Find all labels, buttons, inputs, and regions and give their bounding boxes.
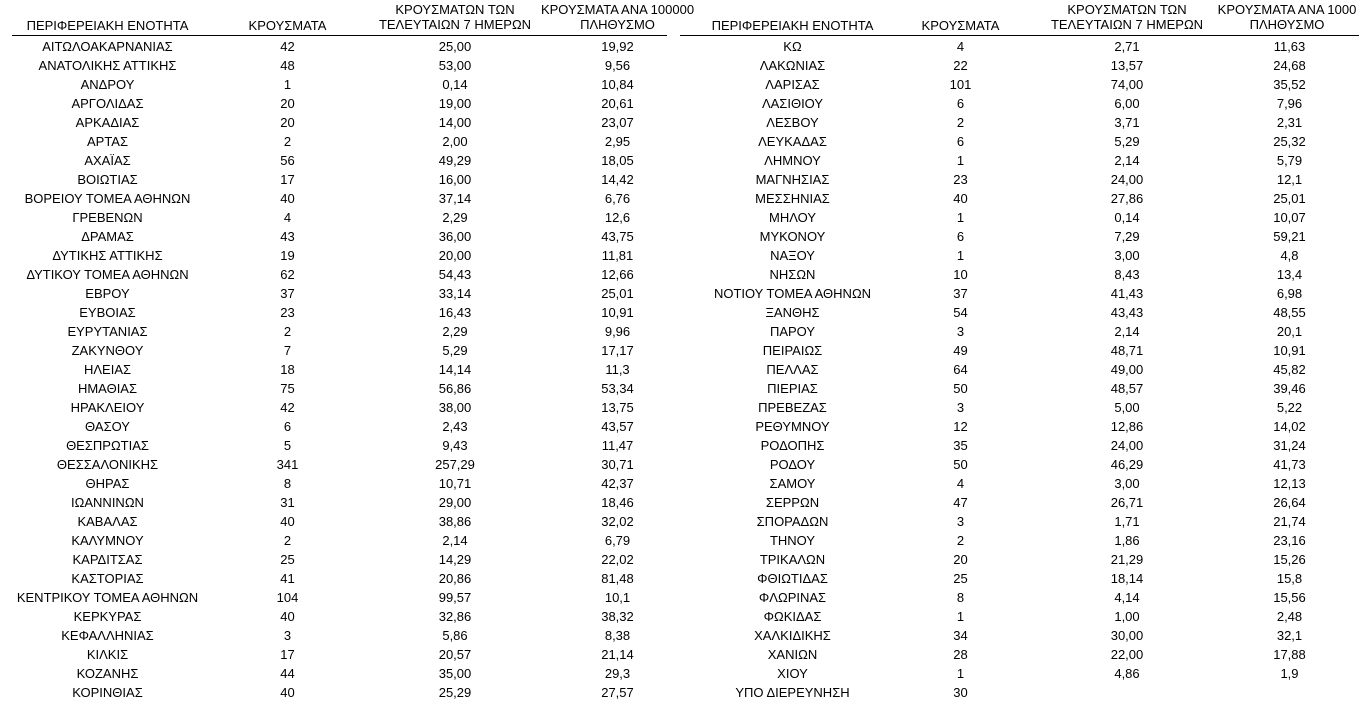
region-cell: ΘΕΣΠΡΩΤΙΑΣ	[66, 438, 149, 453]
cases-7-days-cell: 2,14	[442, 533, 468, 548]
per-100k-cell: 6,79	[604, 533, 631, 548]
per-100k-cell: 42,37	[601, 476, 634, 491]
cases-7-days-cell: 49,00	[1110, 362, 1144, 377]
cases-cell: 3	[956, 400, 965, 415]
cases-7-days-cell: 46,29	[1110, 457, 1144, 472]
region-cell: ΚΑΡΔΙΤΣΑΣ	[72, 552, 143, 567]
header-cases-per-100k-right-line1: ΚΡΟΥΣΜΑΤΑ ΑΝΑ 1000	[1217, 2, 1357, 17]
per-100k-cell: 23,07	[601, 115, 634, 130]
region-cell: ΕΒΡΟΥ	[85, 286, 130, 301]
cases-7-days-cell: 24,00	[1110, 172, 1144, 187]
cases-cell: 17	[280, 647, 295, 662]
cases-7-days-cell: 10,71	[438, 476, 472, 491]
per-100k-cell: 11,81	[601, 248, 634, 263]
per-100k-cell: 13,75	[601, 400, 634, 415]
cases-cell: 1	[956, 248, 965, 263]
cases-7-days-cell: 20,86	[438, 571, 472, 586]
cases-cell: 42	[280, 39, 295, 54]
region-cell: ΔΡΑΜΑΣ	[81, 229, 134, 244]
region-cell: ΚΟΖΑΝΗΣ	[76, 666, 139, 681]
per-100k-cell: 48,55	[1273, 305, 1306, 320]
cases-7-days-cell: 29,00	[438, 495, 472, 510]
cases-7-days-cell: 48,57	[1110, 381, 1144, 396]
per-100k-cell: 23,16	[1273, 533, 1306, 548]
cases-7-days-cell: 74,00	[1110, 77, 1144, 92]
cases-7-days-cell: 2,29	[442, 324, 468, 339]
cases-7-days-cell: 2,43	[442, 419, 468, 434]
cases-7-days-cell: 3,71	[1114, 115, 1140, 130]
per-100k-cell: 22,02	[601, 552, 634, 567]
header-cases-7-days-right-line1: ΚΡΟΥΣΜΑΤΩΝ ΤΩΝ	[1067, 2, 1187, 17]
header-cases: ΚΡΟΥΣΜΑΤΑ	[248, 18, 327, 33]
per-100k-cell: 17,88	[1273, 647, 1306, 662]
per-100k-cell: 24,68	[1273, 58, 1306, 73]
cases-7-days-cell: 36,00	[438, 229, 472, 244]
per-100k-cell: 1,9	[1280, 666, 1299, 681]
region-cell: ΖΑΚΥΝΘΟΥ	[71, 343, 144, 358]
cases-7-days-cell: 41,43	[1110, 286, 1144, 301]
per-100k-cell: 14,42	[601, 172, 634, 187]
cases-cell: 5	[283, 438, 292, 453]
cases-7-days-cell: 3,00	[1114, 248, 1140, 263]
cases-7-days-cell: 38,00	[438, 400, 472, 415]
cases-cell: 20	[280, 115, 295, 130]
per-100k-cell: 45,82	[1273, 362, 1306, 377]
per-100k-cell: 59,21	[1273, 229, 1306, 244]
cases-7-days-cell: 30,00	[1110, 628, 1144, 643]
cases-cell: 48	[280, 58, 295, 73]
region-cell: ΑΝΔΡΟΥ	[80, 77, 135, 92]
cases-7-days-cell: 37,14	[438, 191, 472, 206]
per-100k-cell: 2,48	[1276, 609, 1303, 624]
region-cell: ΚΑΣΤΟΡΙΑΣ	[71, 571, 144, 586]
cases-7-days-cell: 18,14	[1110, 571, 1144, 586]
cases-7-days-cell: 2,14	[1114, 153, 1140, 168]
cases-7-days-cell: 257,29	[435, 457, 475, 472]
region-cell: ΧΑΛΚΙΔΙΚΗΣ	[754, 628, 831, 643]
cases-7-days-cell: 4,14	[1114, 590, 1140, 605]
cases-cell: 34	[953, 628, 968, 643]
region-cell: ΛΕΥΚΑΔΑΣ	[758, 134, 827, 149]
cases-7-days-cell: 25,29	[438, 685, 472, 700]
header-cases-7-days-line2: ΤΕΛΕΥΤΑΙΩΝ 7 ΗΜΕΡΩΝ	[378, 17, 532, 32]
region-cell: ΛΑΚΩΝΙΑΣ	[759, 58, 826, 73]
header-cases-7-days-right-line2: ΤΕΛΕΥΤΑΙΩΝ 7 ΗΜΕΡΩΝ	[1050, 17, 1204, 32]
region-cell: ΣΑΜΟΥ	[769, 476, 816, 491]
cases-7-days-cell: 48,71	[1110, 343, 1144, 358]
cases-cell: 8	[956, 590, 965, 605]
region-cell: ΚΙΛΚΙΣ	[86, 647, 129, 662]
region-cell: ΑΙΤΩΛΟΑΚΑΡΝΑΝΙΑΣ	[42, 39, 173, 54]
cases-cell: 4	[956, 39, 965, 54]
region-cell: ΥΠΟ ΔΙΕΡΕΥΝΗΣΗ	[735, 685, 850, 700]
region-cell: ΑΡΚΑΔΙΑΣ	[75, 115, 140, 130]
per-100k-cell: 43,75	[601, 229, 634, 244]
per-100k-cell: 6,98	[1276, 286, 1303, 301]
cases-cell: 6	[956, 229, 965, 244]
per-100k-cell: 25,01	[601, 286, 634, 301]
per-100k-cell: 10,1	[604, 590, 631, 605]
per-100k-cell: 5,79	[1276, 153, 1303, 168]
right-table-header	[680, 0, 1359, 36]
cases-cell: 40	[280, 609, 295, 624]
region-cell: ΒΟΙΩΤΙΑΣ	[77, 172, 138, 187]
cases-7-days-cell: 24,00	[1110, 438, 1144, 453]
cases-cell: 62	[280, 267, 295, 282]
region-cell: ΘΕΣΣΑΛΟΝΙΚΗΣ	[56, 457, 159, 472]
cases-cell: 1	[956, 666, 965, 681]
cases-7-days-cell: 2,71	[1114, 39, 1140, 54]
cases-7-days-cell: 2,29	[442, 210, 468, 225]
cases-cell: 2	[956, 533, 965, 548]
header-cases-per-100k-right-line2: ΠΛΗΘΥΣΜΟ	[1249, 17, 1325, 32]
per-100k-cell: 17,17	[601, 343, 634, 358]
cases-7-days-cell: 14,29	[438, 552, 472, 567]
cases-7-days-cell: 12,86	[1110, 419, 1144, 434]
cases-7-days-cell: 5,86	[442, 628, 468, 643]
cases-cell: 40	[280, 685, 295, 700]
cases-cell: 20	[953, 552, 968, 567]
region-cell: ΔΥΤΙΚΗΣ ΑΤΤΙΚΗΣ	[52, 248, 163, 263]
cases-7-days-cell: 6,00	[1114, 96, 1140, 111]
per-100k-cell: 41,73	[1273, 457, 1306, 472]
region-cell: ΓΡΕΒΕΝΩΝ	[72, 210, 143, 225]
region-cell: ΛΑΡΙΣΑΣ	[765, 77, 820, 92]
region-cell: ΚΩ	[783, 39, 802, 54]
per-100k-cell: 11,63	[1273, 39, 1306, 54]
cases-cell: 1	[956, 210, 965, 225]
header-cases-right: ΚΡΟΥΣΜΑΤΑ	[921, 18, 1000, 33]
per-100k-cell: 14,02	[1273, 419, 1306, 434]
region-cell: ΚΕΡΚΥΡΑΣ	[73, 609, 142, 624]
cases-cell: 64	[953, 362, 968, 377]
cases-cell: 37	[953, 286, 968, 301]
cases-cell: 75	[280, 381, 295, 396]
per-100k-cell: 39,46	[1273, 381, 1306, 396]
cases-7-days-cell: 16,43	[438, 305, 472, 320]
cases-cell: 42	[280, 400, 295, 415]
region-cell: ΛΗΜΝΟΥ	[764, 153, 821, 168]
cases-cell: 44	[280, 666, 295, 681]
per-100k-cell: 12,13	[1273, 476, 1306, 491]
cases-7-days-cell: 32,86	[438, 609, 472, 624]
header-cases-per-100k-line2: ΠΛΗΘΥΣΜΟ	[580, 17, 655, 32]
cases-cell: 56	[280, 153, 295, 168]
region-cell: ΕΥΒΟΙΑΣ	[79, 305, 136, 320]
cases-cell: 104	[276, 590, 299, 605]
cases-cell: 4	[956, 476, 965, 491]
cases-cell: 31	[280, 495, 295, 510]
per-100k-cell: 2,31	[1276, 115, 1303, 130]
cases-cell: 101	[949, 77, 972, 92]
cases-7-days-cell: 5,29	[442, 343, 468, 358]
cases-cell: 3	[956, 514, 965, 529]
region-cell: ΒΟΡΕΙΟΥ ΤΟΜΕΑ ΑΘΗΝΩΝ	[24, 191, 191, 206]
region-cell: ΜΑΓΝΗΣΙΑΣ	[755, 172, 830, 187]
region-cell: ΕΥΡΥΤΑΝΙΑΣ	[67, 324, 148, 339]
region-cell: ΚΑΒΑΛΑΣ	[77, 514, 138, 529]
cases-cell: 341	[276, 457, 299, 472]
per-100k-cell: 10,07	[1273, 210, 1306, 225]
per-100k-cell: 11,47	[601, 438, 634, 453]
cases-cell: 28	[953, 647, 968, 662]
cases-7-days-cell: 0,14	[442, 77, 468, 92]
header-region-right: ΠΕΡΙΦΕΡΕΙΑΚΗ ΕΝΟΤΗΤΑ	[711, 18, 874, 33]
cases-7-days-cell: 14,00	[438, 115, 472, 130]
region-cell: ΜΥΚΟΝΟΥ	[759, 229, 826, 244]
region-cell: ΑΝΑΤΟΛΙΚΗΣ ΑΤΤΙΚΗΣ	[38, 58, 177, 73]
cases-cell: 54	[953, 305, 968, 320]
cases-cell: 40	[280, 514, 295, 529]
per-100k-cell: 32,1	[1276, 628, 1303, 643]
per-100k-cell: 21,74	[1273, 514, 1306, 529]
cases-7-days-cell: 9,43	[442, 438, 468, 453]
cases-cell: 2	[283, 533, 292, 548]
cases-cell: 1	[956, 609, 965, 624]
cases-7-days-cell: 26,71	[1110, 495, 1144, 510]
region-cell: ΚΕΦΑΛΛΗΝΙΑΣ	[61, 628, 154, 643]
cases-cell: 1	[283, 77, 292, 92]
region-cell: ΤΗΝΟΥ	[769, 533, 816, 548]
cases-7-days-cell: 3,00	[1114, 476, 1140, 491]
header-underline-right	[680, 35, 1359, 36]
region-cell: ΚΕΝΤΡΙΚΟΥ ΤΟΜΕΑ ΑΘΗΝΩΝ	[16, 590, 199, 605]
header-cases-per-100k-right	[1212, 2, 1359, 32]
cases-7-days-cell: 53,00	[438, 58, 472, 73]
per-100k-cell: 15,8	[1276, 571, 1303, 586]
region-cell: ΠΕΙΡΑΙΩΣ	[762, 343, 823, 358]
header-cases-7-days	[370, 2, 540, 32]
region-cell: ΝΑΞΟΥ	[770, 248, 815, 263]
region-cell: ΠΡΕΒΕΖΑΣ	[758, 400, 827, 415]
per-100k-cell: 25,01	[1273, 191, 1306, 206]
header-cases-per-100k	[530, 2, 705, 32]
per-100k-cell: 5,22	[1276, 400, 1303, 415]
region-cell: ΚΑΛΥΜΝΟΥ	[71, 533, 144, 548]
cases-cell: 40	[280, 191, 295, 206]
region-cell: ΛΑΣΙΘΙΟΥ	[761, 96, 824, 111]
cases-7-days-cell: 21,29	[1110, 552, 1144, 567]
per-100k-cell: 6,76	[604, 191, 631, 206]
cases-cell: 2	[283, 324, 292, 339]
region-cell: ΠΙΕΡΙΑΣ	[767, 381, 818, 396]
region-cell: ΣΕΡΡΩΝ	[765, 495, 820, 510]
cases-cell: 47	[953, 495, 968, 510]
cases-cell: 41	[280, 571, 295, 586]
per-100k-cell: 19,92	[601, 39, 634, 54]
region-cell: ΛΕΣΒΟΥ	[766, 115, 819, 130]
per-100k-cell: 53,34	[601, 381, 634, 396]
cases-7-days-cell: 5,00	[1114, 400, 1140, 415]
header-cases-7-days-right	[1042, 2, 1212, 32]
region-cell: ΧΙΟΥ	[777, 666, 808, 681]
cases-cell: 10	[953, 267, 968, 282]
cases-7-days-cell: 2,00	[442, 134, 468, 149]
cases-cell: 25	[280, 552, 295, 567]
region-cell: ΙΩΑΝΝΙΝΩΝ	[71, 495, 144, 510]
region-cell: ΘΗΡΑΣ	[85, 476, 130, 491]
cases-cell: 7	[283, 343, 292, 358]
cases-7-days-cell: 1,71	[1114, 514, 1140, 529]
per-100k-cell: 43,57	[601, 419, 634, 434]
per-100k-cell: 20,1	[1276, 324, 1303, 339]
region-cell: ΗΛΕΙΑΣ	[83, 362, 132, 377]
per-100k-cell: 35,52	[1273, 77, 1306, 92]
cases-7-days-cell: 5,29	[1114, 134, 1140, 149]
cases-cell: 23	[953, 172, 968, 187]
cases-cell: 35	[953, 438, 968, 453]
region-cell: ΠΕΛΛΑΣ	[766, 362, 819, 377]
cases-cell: 18	[280, 362, 295, 377]
per-100k-cell: 27,57	[601, 685, 634, 700]
header-region: ΠΕΡΙΦΕΡΕΙΑΚΗ ΕΝΟΤΗΤΑ	[26, 18, 189, 33]
cases-cell: 25	[953, 571, 968, 586]
region-cell: ΦΛΩΡΙΝΑΣ	[758, 590, 827, 605]
header-cases-per-100k-line1: ΚΡΟΥΣΜΑΤΑ ΑΝΑ 100000	[540, 2, 695, 17]
cases-cell: 30	[953, 685, 968, 700]
cases-cell: 1	[956, 153, 965, 168]
cases-7-days-cell: 54,43	[438, 267, 472, 282]
per-100k-cell: 18,05	[601, 153, 634, 168]
cases-7-days-cell: 16,00	[438, 172, 472, 187]
region-cell: ΦΩΚΙΔΑΣ	[763, 609, 822, 624]
cases-cell: 3	[956, 324, 965, 339]
cases-7-days-cell: 0,14	[1114, 210, 1140, 225]
cases-cell: 3	[283, 628, 292, 643]
cases-cell: 37	[280, 286, 295, 301]
left-table-header	[0, 0, 695, 36]
cases-7-days-cell: 19,00	[438, 96, 472, 111]
per-100k-cell: 18,46	[601, 495, 634, 510]
cases-7-days-cell: 1,00	[1114, 609, 1140, 624]
cases-7-days-cell: 99,57	[438, 590, 472, 605]
cases-cell: 2	[956, 115, 965, 130]
per-100k-cell: 31,24	[1273, 438, 1306, 453]
cases-cell: 12	[953, 419, 968, 434]
per-100k-cell: 21,14	[601, 647, 634, 662]
cases-cell: 8	[283, 476, 292, 491]
region-cell: ΡΕΘΥΜΝΟΥ	[755, 419, 830, 434]
cases-7-days-cell: 20,57	[438, 647, 472, 662]
per-100k-cell: 12,1	[1276, 172, 1303, 187]
region-cell: ΝΟΤΙΟΥ ΤΟΜΕΑ ΑΘΗΝΩΝ	[713, 286, 872, 301]
cases-cell: 19	[280, 248, 295, 263]
region-cell: ΗΜΑΘΙΑΣ	[77, 381, 138, 396]
region-cell: ΘΑΣΟΥ	[85, 419, 130, 434]
per-100k-cell: 29,3	[604, 666, 631, 681]
header-underline	[12, 35, 667, 36]
cases-7-days-cell: 25,00	[438, 39, 472, 54]
cases-7-days-cell: 33,14	[438, 286, 472, 301]
cases-7-days-cell: 43,43	[1110, 305, 1144, 320]
per-100k-cell: 12,66	[601, 267, 634, 282]
per-100k-cell: 7,96	[1276, 96, 1303, 111]
cases-7-days-cell: 35,00	[438, 666, 472, 681]
header-cases-7-days-line1: ΚΡΟΥΣΜΑΤΩΝ ΤΩΝ	[395, 2, 515, 17]
per-100k-cell: 9,56	[604, 58, 631, 73]
cases-7-days-cell: 27,86	[1110, 191, 1144, 206]
cases-cell: 22	[953, 58, 968, 73]
cases-cell: 4	[283, 210, 292, 225]
cases-cell: 2	[283, 134, 292, 149]
region-cell: ΤΡΙΚΑΛΩΝ	[759, 552, 826, 567]
region-cell: ΜΕΣΣΗΝΙΑΣ	[755, 191, 830, 206]
cases-7-days-cell: 4,86	[1114, 666, 1140, 681]
region-cell: ΞΑΝΘΗΣ	[765, 305, 820, 320]
region-cell: ΦΘΙΩΤΙΔΑΣ	[757, 571, 828, 586]
region-cell: ΗΡΑΚΛΕΙΟΥ	[70, 400, 145, 415]
per-100k-cell: 13,4	[1276, 267, 1303, 282]
region-cell: ΑΡΓΟΛΙΔΑΣ	[71, 96, 144, 111]
per-100k-cell: 10,91	[1273, 343, 1306, 358]
cases-cell: 49	[953, 343, 968, 358]
cases-cell: 17	[280, 172, 295, 187]
cases-7-days-cell: 1,86	[1114, 533, 1140, 548]
per-100k-cell: 26,64	[1273, 495, 1306, 510]
cases-7-days-cell: 38,86	[438, 514, 472, 529]
per-100k-cell: 20,61	[601, 96, 634, 111]
region-cell: ΚΟΡΙΝΘΙΑΣ	[72, 685, 143, 700]
cases-cell: 43	[280, 229, 295, 244]
region-cell: ΠΑΡΟΥ	[769, 324, 816, 339]
region-cell: ΔΥΤΙΚΟΥ ΤΟΜΕΑ ΑΘΗΝΩΝ	[26, 267, 189, 282]
per-100k-cell: 38,32	[601, 609, 634, 624]
per-100k-cell: 10,91	[601, 305, 634, 320]
cases-7-days-cell: 8,43	[1114, 267, 1140, 282]
region-cell: ΧΑΝΙΩΝ	[767, 647, 818, 662]
cases-cell: 6	[956, 134, 965, 149]
region-cell: ΑΡΤΑΣ	[86, 134, 129, 149]
per-100k-cell: 9,96	[604, 324, 631, 339]
per-100k-cell: 81,48	[601, 571, 634, 586]
cases-7-days-cell: 56,86	[438, 381, 472, 396]
cases-cell: 50	[953, 457, 968, 472]
cases-cell: 6	[956, 96, 965, 111]
per-100k-cell: 2,95	[604, 134, 631, 149]
region-cell: ΑΧΑΪΑΣ	[84, 153, 131, 168]
cases-7-days-cell: 14,14	[438, 362, 472, 377]
cases-7-days-cell: 49,29	[438, 153, 472, 168]
cases-7-days-cell: 7,29	[1114, 229, 1140, 244]
region-cell: ΡΟΔΟΠΗΣ	[760, 438, 825, 453]
per-100k-cell: 15,26	[1273, 552, 1306, 567]
per-100k-cell: 8,38	[604, 628, 631, 643]
cases-7-days-cell: 22,00	[1110, 647, 1144, 662]
cases-cell: 23	[280, 305, 295, 320]
per-100k-cell: 30,71	[601, 457, 634, 472]
per-100k-cell: 15,56	[1273, 590, 1306, 605]
region-cell: ΡΟΔΟΥ	[769, 457, 816, 472]
per-100k-cell: 10,84	[601, 77, 634, 92]
per-100k-cell: 11,3	[605, 362, 630, 377]
per-100k-cell: 25,32	[1273, 134, 1306, 149]
region-cell: ΜΗΛΟΥ	[769, 210, 816, 225]
cases-7-days-cell: 2,14	[1114, 324, 1140, 339]
cases-7-days-cell: 20,00	[438, 248, 472, 263]
per-100k-cell: 4,8	[1280, 248, 1299, 263]
region-cell: ΣΠΟΡΑΔΩΝ	[756, 514, 829, 529]
per-100k-cell: 32,02	[601, 514, 634, 529]
cases-cell: 6	[283, 419, 292, 434]
per-100k-cell: 12,6	[604, 210, 631, 225]
region-cell: ΝΗΣΩΝ	[769, 267, 816, 282]
cases-cell: 40	[953, 191, 968, 206]
cases-cell: 20	[280, 96, 295, 111]
cases-7-days-cell: 13,57	[1110, 58, 1144, 73]
cases-cell: 50	[953, 381, 968, 396]
